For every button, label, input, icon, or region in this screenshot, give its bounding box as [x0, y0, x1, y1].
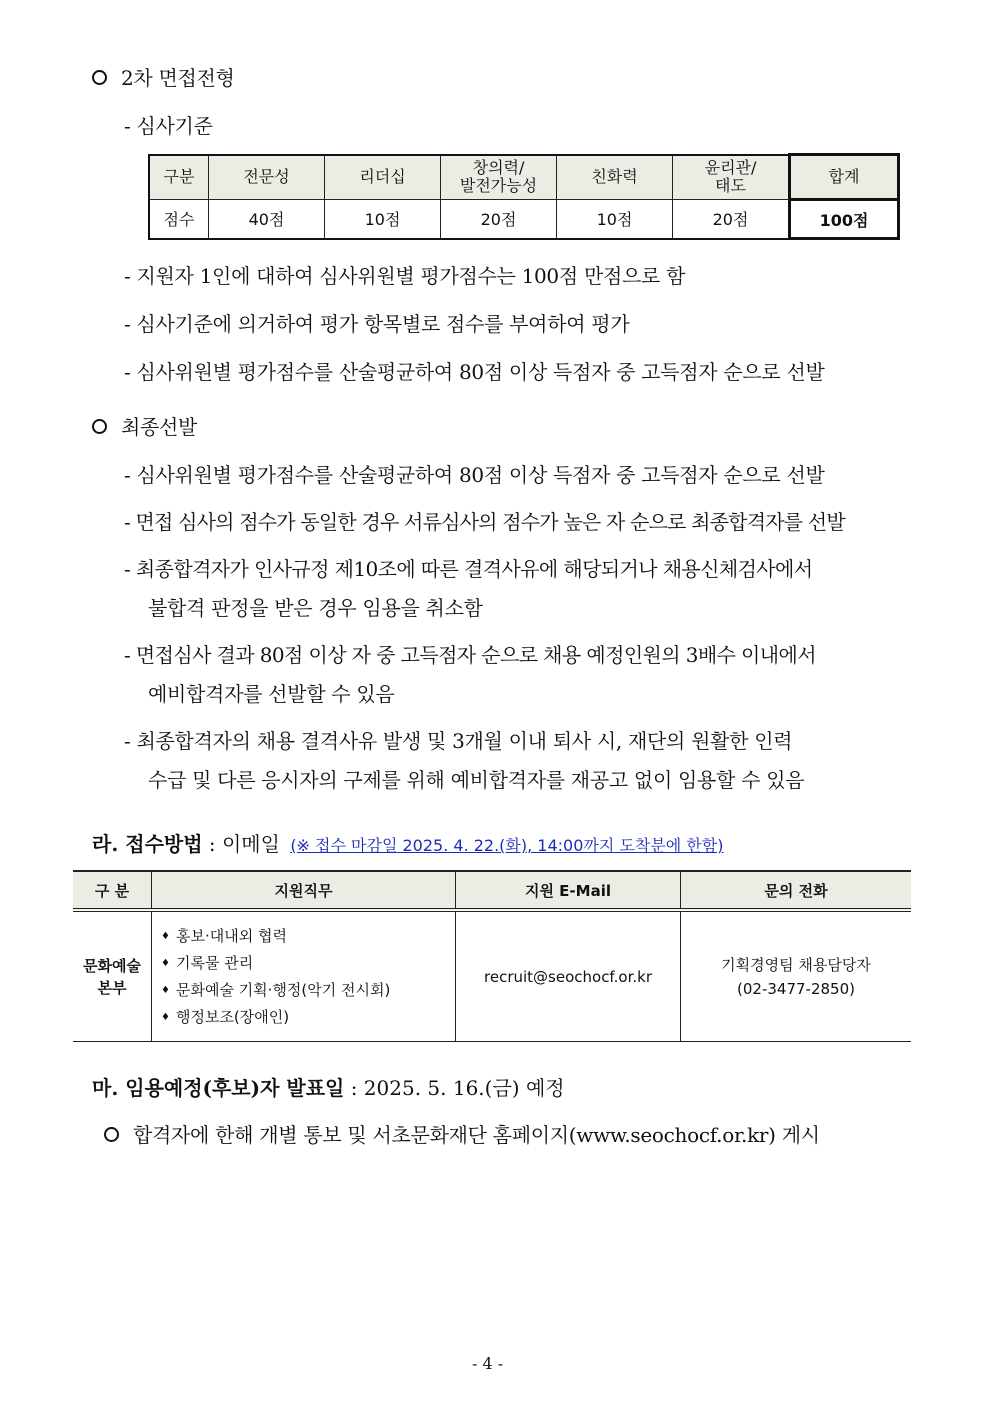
recruitment-header-row: [73, 871, 911, 910]
final-bullet-cont: 예비합격자를 선발할 수 있음: [148, 682, 395, 706]
interview-heading-text: 2차 면접전형: [121, 66, 235, 90]
final-bullet: - 면접심사 결과 80점 이상 자 중 고득점자 순으로 채용 예정인원의 3배수 이내에서: [124, 643, 816, 667]
diamond-bullet-icon: ♦: [161, 984, 170, 996]
criteria-cell: 20점: [441, 200, 557, 239]
rec-division-cell: [73, 910, 152, 1042]
criteria-header-row: [149, 155, 899, 200]
criteria-header-total: 합계: [790, 155, 899, 200]
diamond-bullet-icon: ♦: [161, 1011, 170, 1023]
criteria-header-cell: 구분: [149, 155, 209, 200]
criteria-header-cell: 창의력/ 발전가능성: [441, 155, 557, 200]
criteria-header-cell: 전문성: [209, 155, 325, 200]
division-line: 본부: [97, 978, 127, 997]
rec-email-cell: recruit@seochocf.or.kr: [456, 910, 681, 1042]
rec-jobs-cell: [152, 910, 456, 1042]
criteria-cell: 10점: [557, 200, 673, 239]
diamond-bullet-icon: ♦: [161, 930, 170, 942]
recruitment-table: [73, 870, 911, 1042]
interview-bullet: - 심사기준에 의거하여 평가 항목별로 점수를 부여하여 평가: [124, 312, 630, 336]
submission-label: 라. 접수방법: [92, 832, 203, 856]
circle-bullet-icon: [104, 1127, 119, 1142]
rec-header-email: 지원 E-Mail: [456, 871, 681, 910]
criteria-cell: 20점: [673, 200, 790, 239]
submission-sep: :: [202, 832, 222, 856]
interview-bullet: - 심사위원별 평가점수를 산술평균하여 80점 이상 득점자 중 고득점자 순으로 선발: [124, 360, 825, 384]
rec-header-job: 지원직무: [152, 871, 456, 910]
criteria-header-cell: 리더십: [325, 155, 441, 200]
jobs-list: [153, 915, 454, 1039]
announcement-label: 마. 임용예정(후보)자 발표일: [92, 1076, 345, 1100]
criteria-header-cell: 윤리관/ 태도: [673, 155, 790, 200]
criteria-cell: 점수: [149, 200, 209, 239]
circle-bullet-icon: [92, 70, 107, 85]
final-bullet: - 심사위원별 평가점수를 산술평균하여 80점 이상 득점자 중 고득점자 순으로 선발: [124, 463, 825, 487]
submission-method: 이메일: [221, 832, 280, 856]
final-heading: [92, 411, 197, 440]
contact-team: 기획경영팀 채용담당자: [721, 955, 871, 974]
rec-header-phone: 문의 전화: [681, 871, 912, 910]
contact-phone: (02-3477-2850): [737, 979, 855, 998]
criteria-table: [148, 153, 900, 240]
final-heading-text: 최종선발: [121, 415, 198, 439]
interview-bullet: - 지원자 1인에 대하여 심사위원별 평가점수는 100점 만점으로 함: [124, 264, 686, 288]
criteria-label: - 심사기준: [124, 114, 213, 138]
diamond-bullet-icon: ♦: [161, 957, 170, 969]
announcement-sep: :: [344, 1076, 364, 1100]
job-item: ♦ 홍보·대내외 협력: [161, 926, 287, 945]
criteria-header-cell: 친화력: [557, 155, 673, 200]
criteria-score-row: [149, 200, 899, 239]
job-item: ♦ 기록물 관리: [161, 953, 254, 972]
criteria-total-cell: 100점: [790, 200, 899, 239]
final-bullet-cont: 수급 및 다른 응시자의 구제를 위해 예비합격자를 재공고 없이 임용할 수 있음: [148, 768, 805, 792]
final-bullet: - 최종합격자가 인사규정 제10조에 따른 결격사유에 해당되거나 채용신체검사에서: [124, 557, 813, 581]
circle-bullet-icon: [92, 419, 107, 434]
rec-header-division: 구 분: [73, 871, 152, 910]
rec-contact-cell: [681, 910, 912, 1042]
page-number: - 4 -: [472, 1354, 504, 1373]
final-bullet: - 면접 심사의 점수가 동일한 경우 서류심사의 점수가 높은 자 순으로 최종합격자를 선발: [124, 510, 845, 534]
deadline-notice: (※ 접수 마감일 2025. 4. 22.(화), 14:00까지 도착분에 한함): [290, 836, 724, 855]
submission-line: [92, 828, 723, 857]
announcement-bullet-text: 합격자에 한해 개별 통보 및 서초문화재단 홈페이지(www.seochocf.or.kr) 게시: [133, 1123, 820, 1147]
job-item: ♦ 문화예술 기획·행정(악기 전시회): [161, 980, 391, 999]
division-line: 문화예술: [83, 956, 141, 975]
announcement-bullet: [104, 1119, 820, 1148]
announcement-date: 2025. 5. 16.(금) 예정: [363, 1076, 565, 1100]
announcement-line: [92, 1072, 565, 1101]
final-bullet: - 최종합격자의 채용 결격사유 발생 및 3개월 이내 퇴사 시, 재단의 원활한 인력: [124, 729, 793, 753]
criteria-cell: 40점: [209, 200, 325, 239]
job-item: ♦ 행정보조(장애인): [161, 1007, 290, 1026]
recruitment-row: [73, 910, 911, 1042]
interview-heading: [92, 62, 235, 91]
final-bullet-cont: 불합격 판정을 받은 경우 임용을 취소함: [148, 596, 483, 620]
criteria-cell: 10점: [325, 200, 441, 239]
